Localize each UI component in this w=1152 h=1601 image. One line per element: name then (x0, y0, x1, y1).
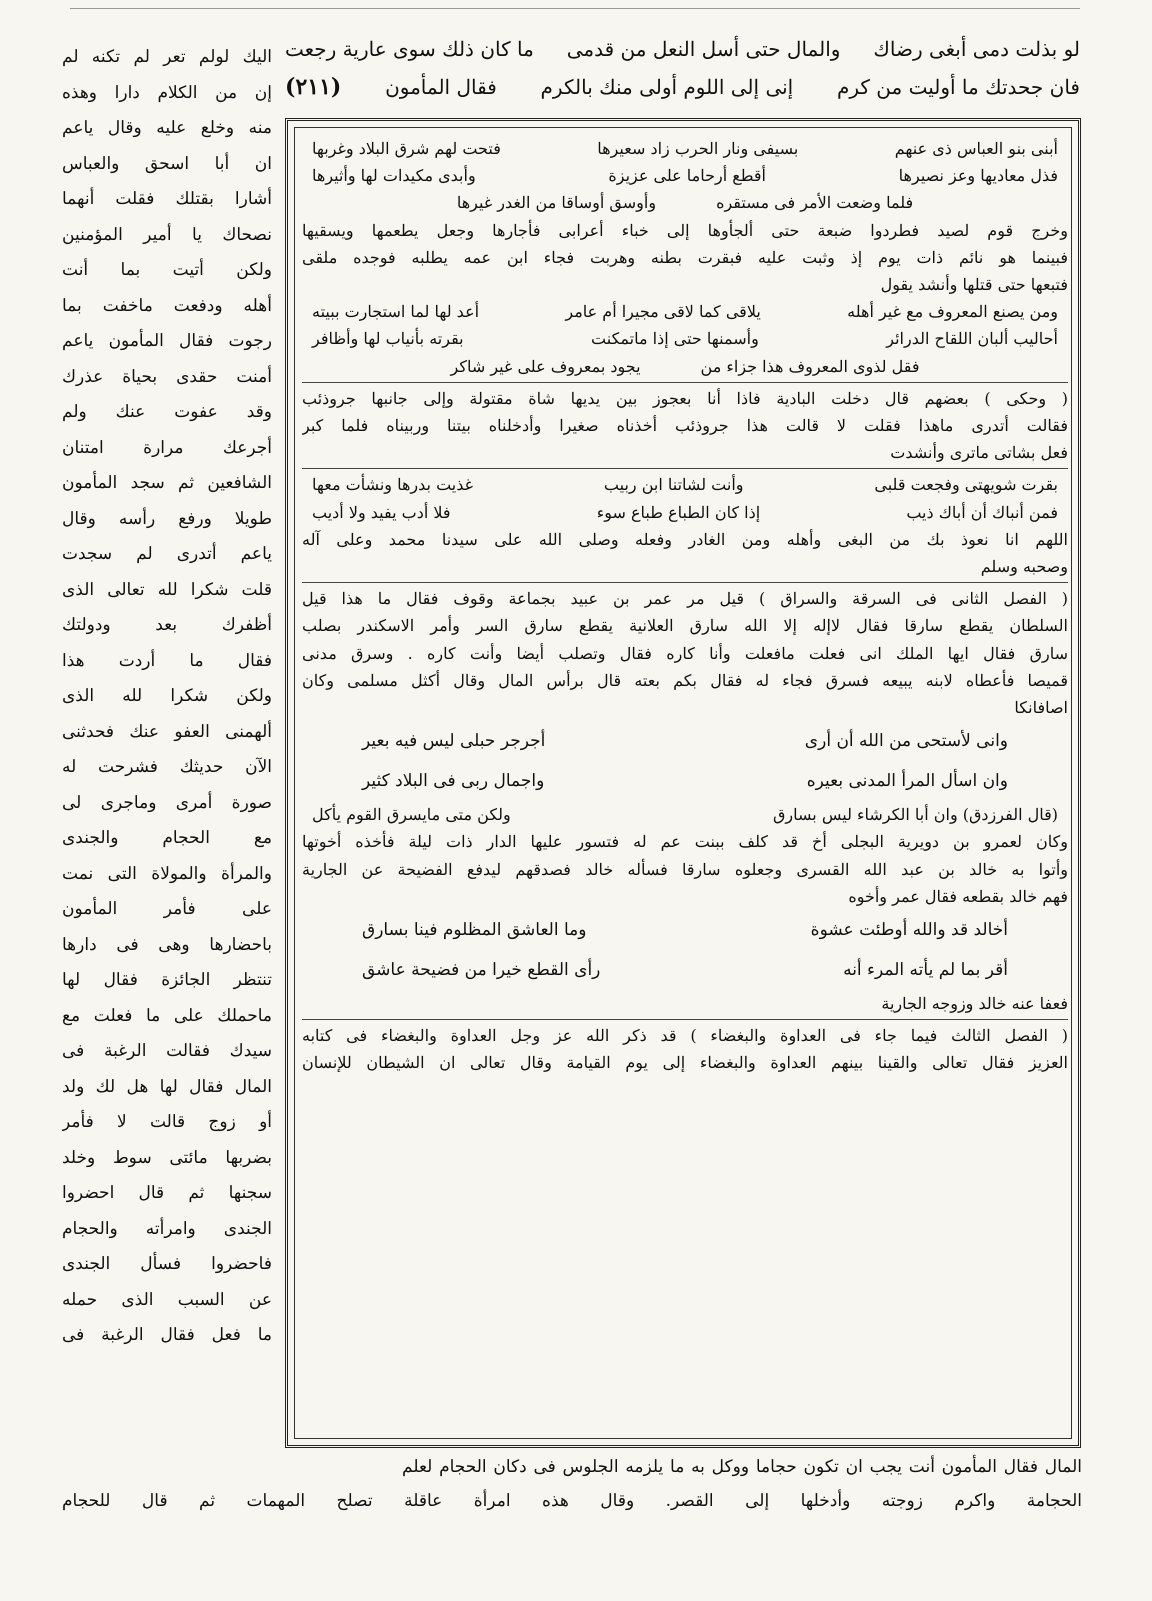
margin-line: صورة أمرى وماجرى لى (62, 792, 272, 813)
hemistich: وانى لأستحى من الله أن أرى (804, 731, 1008, 752)
header-line-1 (285, 30, 1080, 68)
margin-line: سيدك فقالت الرغبة فى (62, 1041, 272, 1061)
text-line: وأتوا به خالد بن عبد الله القسرى وجعلوه سارقا فسأله خالد فصدقهم ليدفع الفضيحة عن الجارية (302, 859, 1068, 879)
verse-row (302, 353, 1068, 380)
hemistich: وأسمنها حتى إذا ماتمكنت (591, 329, 759, 349)
hemistich: وأنت لشاتنا ابن ربيب (603, 475, 744, 495)
poem-block (302, 298, 1068, 352)
header-hemistich: ما كان ذلك سوى عارية رجعت (285, 37, 534, 61)
margin-line: رجوت فقال المأمون ياعم (62, 331, 272, 351)
margin-line: أجرعك مرارة امتنان (62, 437, 272, 458)
text-line: فعل بشاتى ماترى وأنشدت (890, 443, 1068, 463)
hemistich: بقرت شويهتى وفجعت قلبى (874, 475, 1058, 495)
margin-line: نصحاك يا أمير المؤمنين (62, 224, 272, 245)
verse-row (302, 910, 1068, 950)
hemistich: ومن يصنع المعروف مع غير أهله (847, 302, 1058, 322)
margin-line: إن من الكلام دارا وهذه (62, 82, 272, 103)
hemistich: (قال الفرزدق) وان أبا الكرشاء ليس بسارق (773, 805, 1058, 825)
hemistich: أجرجر حبلى ليس فيه بعير (362, 731, 546, 752)
section-paragraph (302, 1022, 1068, 1076)
margin-line: والمرأة والمولاة التى نمت (62, 863, 272, 884)
hemistich: بسيفى ونار الحرب زاد سعيرها (597, 139, 799, 158)
text-line: العزيز فقال تعالى والقينا بينهم العداوة والبغضاء إلى يوم القيامة وقال تعالى ان الشيطان للإنسان (302, 1053, 1068, 1073)
margin-line: سجنها ثم قال احضروا (62, 1183, 272, 1203)
margin-line: قلت شكرا لله تعالى الذى (62, 579, 272, 600)
text-line: فهم خالد بقطعه فقال عمر وأخوه (848, 886, 1068, 906)
margin-line: فقال ما أردت هذا (62, 650, 272, 671)
divider (302, 468, 1068, 469)
hemistich: أخالد قد والله أوطئت عشوة (810, 920, 1008, 941)
hemistich: يلاقى كما لاقى مجيرا أم عامر (565, 302, 761, 322)
header-hemistich: لو بذلت دمى أبغى رضاك (873, 37, 1080, 61)
text-line: اصافانكا (1014, 698, 1068, 718)
hemistich: فمن أنباك أن أباك ذيب (906, 502, 1058, 522)
margin-line: أمنت حقدى بحياة عذرك (62, 366, 272, 387)
header-hemistich: والمال حتى أسل النعل من قدمى (566, 37, 841, 61)
margin-line: باحضارها وهى فى دارها (62, 934, 272, 955)
margin-line: تنتظر الجائزة فقال لها (62, 970, 272, 990)
margin-line: وقد عفوت عنك ولم (62, 402, 272, 422)
header-hemistich: فان جحدتك ما أوليت من كرم (837, 75, 1080, 99)
margin-line: ولكن أتيت بما أنت (62, 260, 272, 280)
text-line: ( الفصل الثالث فيما جاء فى العداوة والبغضاء ) قد ذكر الله عز وجل العداوة والبغضاء فى كتابه (302, 1026, 1068, 1046)
verse-row (302, 325, 1068, 352)
margin-line: الجندى وامرأته والحجام (62, 1218, 272, 1239)
main-text (302, 135, 1068, 1435)
poem-block (302, 135, 1068, 189)
margin-line: منه وخلع عليه وقال ياعم (62, 118, 272, 138)
hemistich: وان اسأل المرأ المدنى بعيره (806, 771, 1008, 792)
hemistich: ولكن متى مايسرق القوم يأكل (312, 805, 511, 825)
margin-line: ماحملك على ما فعلت مع (62, 1005, 272, 1026)
prose-paragraph (302, 385, 1068, 467)
margin-line: الشافعين ثم سجد المأمون (62, 473, 272, 493)
margin-line: ان أبا اسحق والعباس (62, 153, 272, 174)
text-line: سارق فقال ايها الملك انى فعلت مافعلت وأنا كاره فقال وتصلب أيضا وأنت كاره . وسرق مدنى (302, 643, 1068, 663)
hemistich: بقرته بأنياب لها وأظافر (312, 329, 464, 349)
page-number: (٢١١) (285, 74, 342, 100)
verse-row (302, 499, 1068, 526)
hemistich: أقطع أرحاما على عزيزة (608, 166, 766, 186)
prose-paragraph (302, 217, 1068, 299)
hemistich: غذيت بدرها ونشأت معها (312, 475, 474, 495)
verse-row (302, 298, 1068, 325)
margin-line: الآن حديثك فشرحت له (62, 757, 272, 777)
top-rule (70, 8, 1080, 9)
hemistich: فقل لذوى المعروف هذا جزاء من (700, 356, 920, 376)
verse-row (302, 761, 1068, 801)
hemistich: يجود بمعروف على غير شاكر (450, 356, 641, 376)
text-line: وكان لعمرو بن دويرية البجلى أخ قد كلف ببنت عم له فتسور عليها الدار ذات ليلة فأخذه أخوتها (302, 832, 1068, 852)
text-line: ( الفصل الثانى فى السرقة والسراق ) قيل مر عمر بن عبيد بجماعة وقوف فقال ما هذا قيل (302, 589, 1068, 609)
margin-line: ما فعل فقال الرغبة فى (62, 1325, 272, 1345)
text-line: اللهم انا نعوذ بك من البغى وأهله ومن الغادر وفعله وصلى الله على سيدنا محمد وعلى آله (302, 529, 1068, 549)
main-text-frame (285, 118, 1081, 1448)
margin-line: أو زوج قالت لا فأمر (62, 1112, 272, 1132)
text-line: وصحبه وسلم (980, 557, 1068, 577)
hemistich: وأوسق أوساقا من الغدر غيرها (456, 193, 657, 213)
hemistich: وما العاشق المظلوم فينا بسارق (362, 920, 587, 941)
verse-row (302, 135, 1068, 162)
margin-line: ياعم أتدرى لم سجدت (62, 544, 272, 564)
text-line: فبينما هو نائم ذات يوم إذ وثبت عليه فبقرت بطنه وهربت فجاء ابن عمه يطلبه فوجده ملقى (302, 247, 1068, 267)
hemistich: رأى القطع خيرا من فضيحة عاشق (362, 960, 601, 981)
divider (302, 1019, 1068, 1020)
margin-line: ولكن شكرا لله الذى (62, 686, 272, 706)
margin-line: اليك لولم تعر لم تكنه لم (62, 47, 272, 67)
margin-line: فاحضروا فسأل الجندى (62, 1254, 272, 1274)
hemistich: فلما وضعت الأمر فى مستقره (716, 193, 914, 213)
text-line: وخرج قوم لصيد فطردوا ضبعة حتى ألجأوها إلى خباء أعرابى فأجارها وجعل يطعمها ويسقيها (302, 220, 1068, 240)
poem-block (302, 910, 1068, 990)
margin-line: أهله ودفعت ماخفت بما (62, 295, 272, 316)
hemistich: فلا أدب يفيد ولا أديب (312, 502, 451, 522)
footer-line: الحجامة واكرم زوجته وأدخلها إلى القصر. وقال هذه امرأة عاقلة تصلح المهمات ثم قال للحجام (62, 1491, 1082, 1511)
hemistich: وأبدى مكيدات لها وأثيرها (312, 166, 476, 186)
verse-row (302, 471, 1068, 498)
divider (302, 382, 1068, 383)
hemistich: أعد لها لما استجارت ببيته (312, 302, 480, 322)
section-paragraph (302, 585, 1068, 721)
margin-line: طويلا ورفع رأسه وقال (62, 508, 272, 529)
hemistich: فذل معاديها وعز نصيرها (898, 166, 1058, 186)
margin-line: عن السبب الذى حمله (62, 1289, 272, 1310)
hemistich: فتحت لهم شرق البلاد وغربها (312, 139, 501, 158)
header-line-2 (285, 68, 1080, 106)
footer-line: المال فقال المأمون أنت يجب ان تكون حجاما ووكل به ما يلزمه الجلوس فى دكان الحجام لعلم (402, 1457, 1082, 1477)
margin-line: المال فقال لها هل لك ولد (62, 1076, 272, 1097)
margin-line: أظفرك بعد ودولتك (62, 615, 272, 635)
prose-paragraph (302, 990, 1068, 1017)
divider (302, 582, 1068, 583)
margin-line: مع الحجام والجندى (62, 828, 272, 848)
margin-line: على فأمر المأمون (62, 899, 272, 919)
hemistich: أحاليب ألبان اللقاح الدرائر (886, 329, 1058, 349)
poem-block (302, 471, 1068, 525)
verse-row (302, 801, 1068, 828)
hemistich: أقر بما لم يأته المرء أنه (843, 960, 1008, 981)
footer-text (62, 1450, 1082, 1518)
margin-line: بضربها مائتى سوط وخلد (62, 1147, 272, 1168)
margin-line: أشارا بقتلك فقلت أنهما (62, 189, 272, 209)
page-header (285, 30, 1080, 112)
hemistich: إذا كان الطباع طباع سوء (596, 502, 761, 522)
text-line: قميصا فأعطاه لابنه يبيعه فسرق فجاء له فقال بكم بعته قال برأس المال وقال أكثل مسلمى وكان (302, 670, 1068, 690)
prose-paragraph (302, 828, 1068, 910)
hemistich: أبنى بنو العباس ذى عنهم (894, 139, 1058, 158)
poem-block (302, 721, 1068, 801)
verse-row (302, 721, 1068, 761)
header-text: فقال المأمون (385, 75, 497, 99)
prose-paragraph (302, 526, 1068, 580)
text-line: ( وحكى ) بعضهم قال دخلت البادية فاذا أنا بعجوز بين يديها شاة مقتولة وإلى جانبها جروذئب (302, 388, 1068, 408)
text-line: السلطان يقطع سارقا فقال لاإله إلا الله سارق العلانية يقطع سارق السر وأمر الاسكندر بصلب (302, 616, 1068, 636)
header-hemistich: إنى إلى اللوم أولى منك بالكرم (540, 75, 794, 99)
verse-row (302, 162, 1068, 189)
margin-line: ألهمنى العفو عنك فحدثنى (62, 721, 272, 742)
verse-row (302, 950, 1068, 990)
text-line: فتبعها حتى قتلها وأنشد يقول (880, 275, 1068, 295)
hemistich: واجمال ربى فى البلاد كثير (362, 771, 545, 792)
text-line: فقالت أتدرى ماهذا فقلت لا قالت هذا جروذئب أخذناه صغيرا وأدخلناه بيتنا وربيناه فلما كبر (302, 416, 1068, 436)
verse-row (302, 189, 1068, 216)
margin-column (62, 40, 272, 1520)
text-line: فعفا عنه خالد وزوجه الجارية (881, 994, 1068, 1014)
